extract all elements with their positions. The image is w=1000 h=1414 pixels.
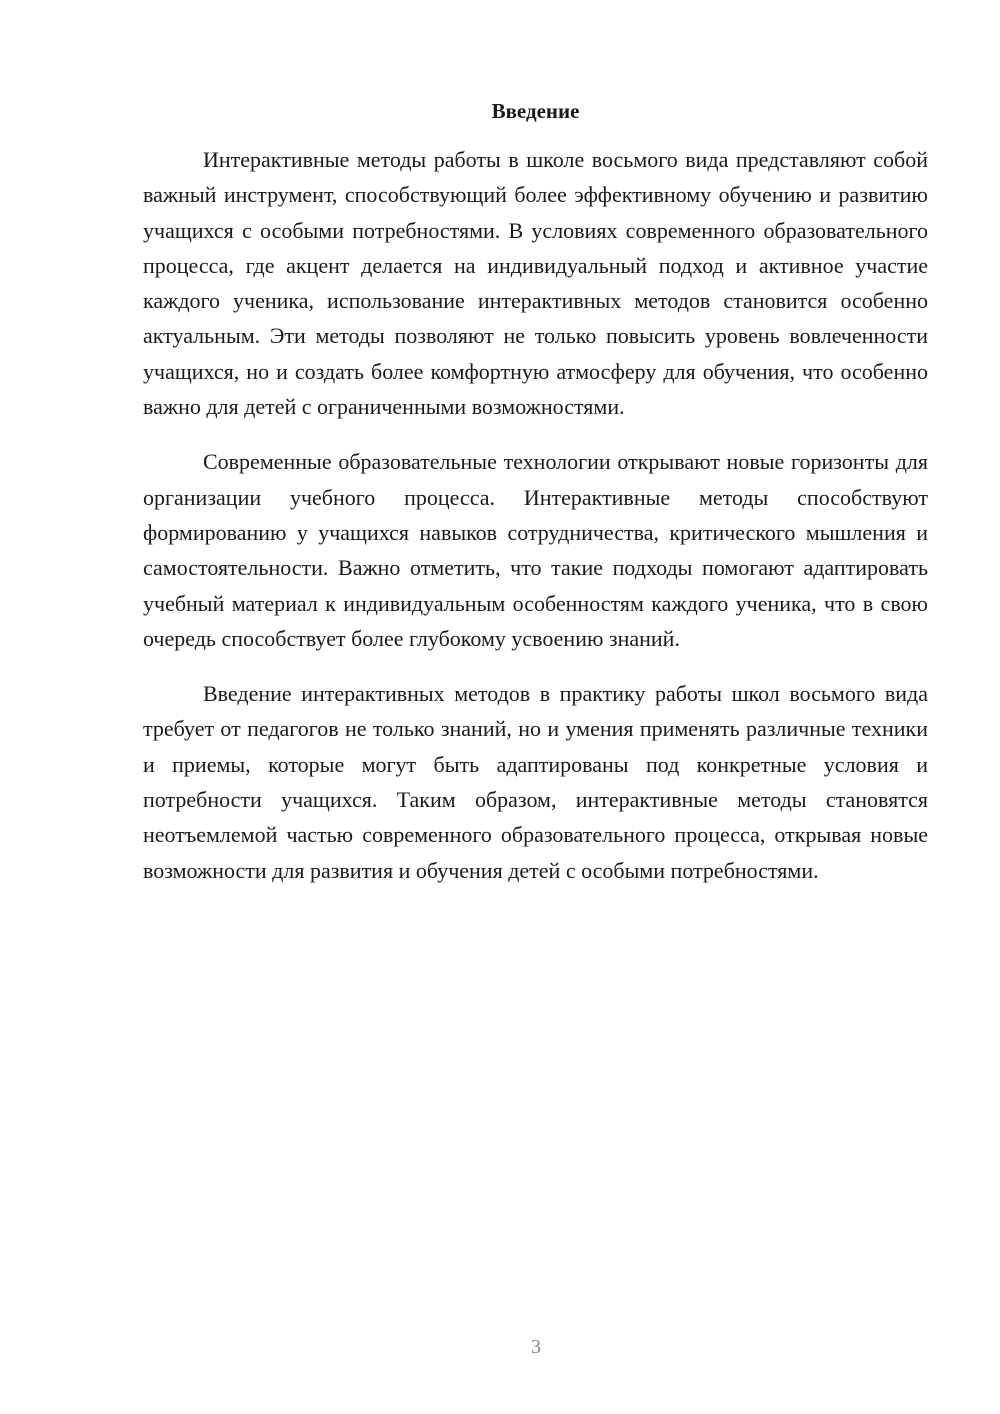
page-number: 3 xyxy=(531,1336,541,1358)
body-text xyxy=(143,142,928,888)
section-heading: Введение xyxy=(491,99,580,123)
paragraph-3: Введение интерактивных методов в практику работы школ восьмого вида требует от педагогов не только знаний, но и умения применять различные техники и приемы, которые могут быть адаптированы под конкретные условия и потребности учащихся. Таким образом, интерактивные методы становятся неотъемлемой частью современного образовательного процесса, открывая новые возможности для развития и обучения детей с особыми потребностями. xyxy=(143,681,928,883)
paragraph-2: Современные образовательные технологии открывают новые горизонты для организации учебного процесса. Интерактивные методы способствуют формированию у учащихся навыков сотрудничества, критического мышления и самостоятельности. Важно отметить, что такие подходы помогают адаптировать учебный материал к индивидуальным особенностям каждого ученика, что в свою очередь способствует более глубокому усвоению знаний. xyxy=(143,449,928,651)
paragraph-1: Интерактивные методы работы в школе восьмого вида представляют собой важный инструмент, способствующий более эффективному обучению и развитию учащихся с особыми потребностями. В условиях современного образовательного процесса, где акцент делается на индивидуальный подход и активное участие каждого ученика, использование интерактивных методов становится особенно актуальным. Эти методы позволяют не только повысить уровень вовлеченности учащихся, но и создать более комфортную атмосферу для обучения, что особенно важно для детей с ограниченными возможностями. xyxy=(143,147,928,420)
